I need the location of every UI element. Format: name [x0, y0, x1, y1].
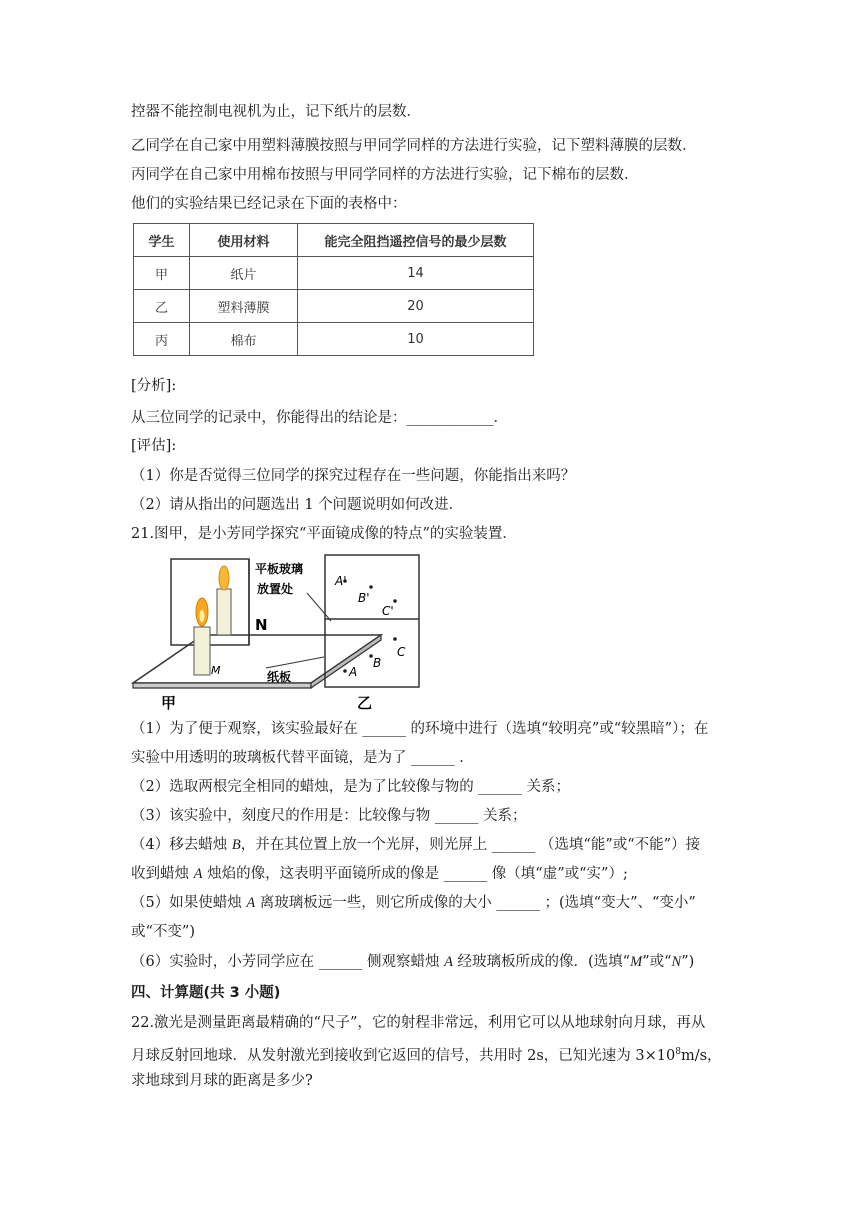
paper-board — [133, 635, 381, 683]
q21-p5a: （5）如果使蜡烛 A 离玻璃板远一些，则它所成像的大小 ______ ；(选填“变大”、“变小” — [131, 895, 696, 911]
q22-line3: 求地球到月球的距离是多少? — [131, 1073, 313, 1089]
evaluation-label: [评估]: — [131, 438, 177, 454]
table-cell: 20 — [298, 290, 534, 323]
text-line: 控器不能控制电视机为止，记下纸片的层数． — [131, 104, 421, 120]
label-M: M — [211, 664, 221, 677]
q22-line2: 月球反射回地球．从发射激光到接收到它返回的信号，共用时 2s，已知光速为 $3\times 10^8m/s$， — [131, 1047, 722, 1064]
table-row — [134, 257, 534, 290]
table-cell: 塑料薄膜 — [190, 290, 298, 323]
section-title: 四、计算题(共 3 小题) — [131, 985, 281, 1001]
table-cell: 甲 — [134, 257, 190, 290]
evaluation-q1: （1）你是否觉得三位同学的探究过程存在一些问题，你能指出来吗？ — [131, 468, 576, 484]
point-B: B — [373, 656, 382, 670]
q21-p1a: （1）为了便于观察，该实验最好在 ______ 的环境中进行（选填“较明亮”或“较黑暗”）；在 — [131, 721, 709, 737]
flame-core-icon — [200, 610, 205, 622]
table-cell: 棉布 — [190, 323, 298, 356]
pointer-line — [266, 657, 324, 668]
q21-p6: （6）实验时，小芳同学应在 ______ 侧观察蜡烛 A 经玻璃板所成的像．(选填“M”或“N”) — [131, 954, 695, 970]
text-line: 丙同学在自己家中用棉布按照与甲同学同样的方法进行实验，记下棉布的层数． — [131, 167, 639, 183]
text-line: 乙同学在自己家中用塑料薄膜按照与甲同学同样的方法进行实验，记下塑料薄膜的层数． — [131, 138, 697, 154]
table-header-cell: 学生 — [134, 224, 190, 257]
table-cell: 乙 — [134, 290, 190, 323]
evaluation-q2: （2）请从指出的问题选出 1 个问题说明如何改进． — [131, 497, 464, 513]
table-cell: 10 — [298, 323, 534, 356]
point-A1: A' — [335, 574, 347, 588]
table-header-row — [134, 224, 534, 257]
label-paper: 纸板 — [267, 670, 292, 684]
q21-p1b: 实验中用透明的玻璃板代替平面镜，是为了 ______ ． — [131, 750, 474, 766]
q22-line1: 22.激光是测量距离最精确的“尺子”，它的射程非常远，利用它可以从地球射向月球，再从 — [131, 1015, 706, 1031]
q21-p5b: 或“不变”) — [131, 924, 195, 940]
table-cell: 14 — [298, 257, 534, 290]
candle-image — [217, 589, 231, 635]
analysis-label: [分析]: — [131, 378, 177, 394]
point-B1: B' — [358, 591, 370, 605]
analysis-question: 从三位同学的记录中，你能得出的结论是：____________． — [131, 410, 508, 426]
table-cell: 丙 — [134, 323, 190, 356]
point-A: A — [349, 665, 358, 679]
q21-p4a: （4）移去蜡烛 B，并在其位置上放一个光屏，则光屏上 ______ （选填“能”或“不能”）接 — [131, 837, 701, 853]
experiment-figure — [131, 553, 431, 713]
label-glass-2: 放置处 — [257, 582, 294, 596]
label-N: N — [255, 616, 268, 634]
table-row — [134, 323, 534, 356]
point-C: C — [397, 645, 406, 659]
caption-right: 乙 — [357, 694, 373, 712]
q21-p2: （2）选取两根完全相同的蜡烛，是为了比较像与物的 ______ 关系； — [131, 779, 570, 795]
flame-icon — [219, 566, 229, 590]
results-table — [133, 223, 534, 356]
table-header-cell: 使用材料 — [190, 224, 298, 257]
q21-intro: 21.图甲，是小芳同学探究“平面镜成像的特点”的实验装置． — [131, 526, 517, 542]
text-line: 他们的实验结果已经记录在下面的表格中： — [131, 196, 407, 212]
label-glass-1: 平板玻璃 — [255, 562, 304, 576]
table-row — [134, 290, 534, 323]
caption-left: 甲 — [161, 694, 177, 712]
table-header-cell: 能完全阻挡遥控信号的最少层数 — [298, 224, 534, 257]
table-cell: 纸片 — [190, 257, 298, 290]
pointer-line — [307, 593, 331, 621]
q21-p3: （3）该实验中，刻度尺的作用是：比较像与物 ______ 关系； — [131, 808, 527, 824]
paper-board-side — [311, 635, 381, 688]
point-C1: C' — [382, 604, 394, 618]
candle-front — [194, 627, 210, 675]
q21-p4b: 收到蜡烛 A 烛焰的像，这表明平面镜所成的像是 ______ 像（填“虚”或“实”）; — [131, 866, 628, 882]
